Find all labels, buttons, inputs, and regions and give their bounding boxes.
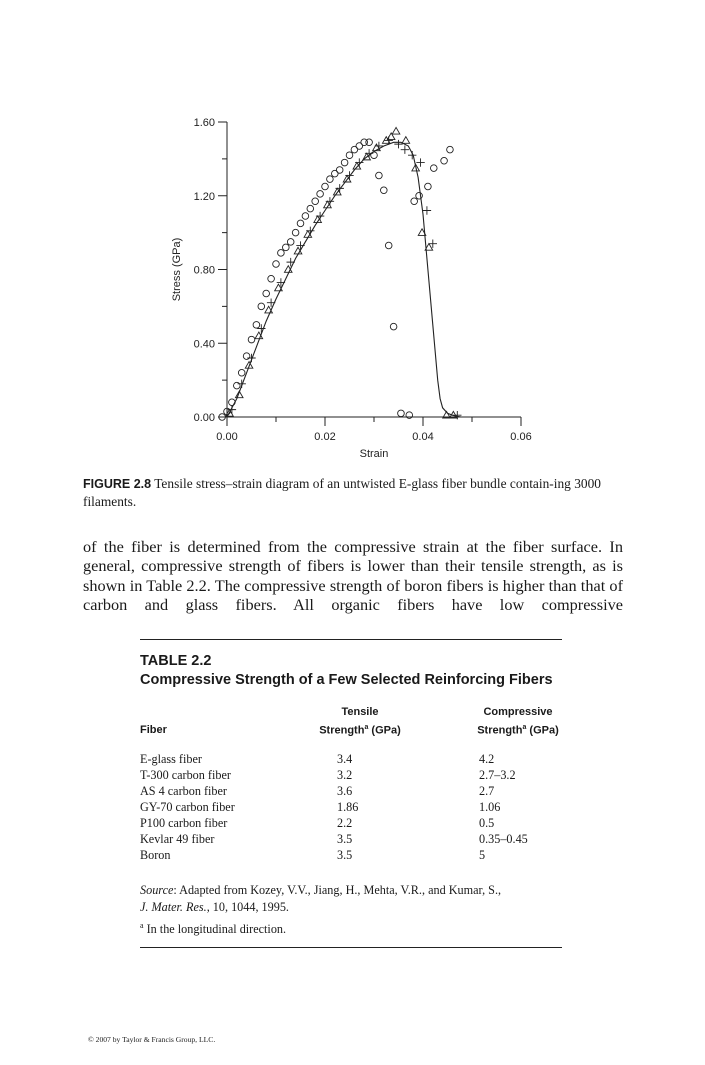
header-tensile-unit: (GPa): [368, 724, 401, 737]
table-body: [140, 751, 562, 863]
data-point-circle: [416, 192, 423, 199]
header-fiber: Fiber: [140, 724, 167, 736]
data-point-circle: [317, 191, 324, 198]
x-axis-label: Strain: [359, 448, 389, 460]
source-label: Source: [140, 883, 174, 897]
header-tensile-sup: a: [364, 724, 369, 731]
data-point-circle: [425, 183, 432, 190]
cell-tensile: 3.2: [337, 768, 353, 782]
data-point-circle: [238, 369, 245, 376]
figure-label: FIGURE 2.8: [83, 477, 152, 491]
header-tensile-strength: Strength: [319, 724, 365, 737]
cell-compressive: 5: [479, 848, 486, 862]
y-axis-label: Stress (GPa): [171, 237, 183, 302]
data-point-cross: [267, 298, 275, 306]
source-journal: J. Mater. Res.: [140, 900, 207, 914]
copyright-notice: © 2007 by Taylor & Francis Group, LLC.: [88, 1035, 216, 1044]
y-tick-label: 1.60: [193, 117, 215, 129]
footnote-text: In the longitudinal direction.: [143, 922, 287, 937]
data-point-circle: [248, 336, 255, 343]
table-footnote: [140, 921, 286, 937]
cell-tensile: 3.4: [337, 752, 353, 766]
table-source: [140, 882, 562, 916]
data-point-circle: [385, 242, 392, 249]
data-point-circle: [263, 290, 270, 297]
cell-compressive: 1.06: [479, 800, 501, 814]
cell-fiber: Kevlar 49 fiber: [140, 832, 215, 846]
cell-fiber: T-300 carbon fiber: [140, 768, 231, 782]
header-compressive: [473, 704, 563, 739]
cell-tensile: 3.5: [337, 832, 353, 846]
x-tick-label: 0.02: [314, 431, 336, 443]
data-point-circle: [234, 382, 241, 389]
cell-fiber: P100 carbon fiber: [140, 816, 228, 830]
data-point-cross: [416, 158, 424, 166]
stress-strain-chart: [0, 0, 705, 470]
figure-caption-text: Tensile stress–strain diagram of an untwisted E-glass fiber bundle contain-ing 3000 filaments.: [83, 476, 601, 509]
cell-compressive: 0.35–0.45: [479, 832, 528, 846]
data-point-circle: [268, 275, 275, 282]
data-point-circle: [258, 303, 265, 310]
header-compressive-line1: Compressive: [483, 706, 553, 718]
data-point-circle: [376, 172, 383, 179]
table-row: [140, 815, 562, 831]
data-point-triangle: [402, 137, 410, 144]
data-point-cross: [394, 140, 402, 148]
data-point-circle: [411, 198, 418, 205]
header-tensile-line2: [315, 720, 405, 739]
cell-fiber: AS 4 carbon fiber: [140, 784, 227, 798]
y-tick-label: 0.00: [193, 412, 215, 424]
data-point-circle: [346, 152, 353, 159]
cell-compressive: 2.7: [479, 784, 495, 798]
data-point-circle: [336, 167, 343, 174]
data-point-circle: [398, 410, 405, 417]
table-row: [140, 831, 562, 847]
data-point-circle: [341, 159, 348, 166]
table-title: Compressive Strength of a Few Selected Reinforcing Fibers: [140, 672, 553, 688]
cell-compressive: 4.2: [479, 752, 495, 766]
table-top-rule: [140, 639, 562, 640]
data-point-cross: [429, 239, 437, 247]
data-point-circle: [273, 261, 280, 268]
y-tick-label: 1.20: [193, 190, 215, 203]
data-point-circle: [307, 205, 314, 212]
data-point-circle: [312, 198, 319, 205]
cell-tensile: 1.86: [337, 800, 359, 814]
data-point-cross: [355, 158, 363, 166]
source-rest: , 10, 1044, 1995.: [206, 900, 289, 914]
y-tick-label: 0.80: [193, 264, 215, 277]
data-point-circle: [297, 220, 304, 227]
data-point-cross: [247, 354, 255, 362]
footnote-mark: a: [140, 921, 144, 930]
cell-tensile: 3.6: [337, 784, 353, 798]
data-point-circle: [441, 157, 448, 164]
cell-fiber: E-glass fiber: [140, 752, 202, 766]
data-point-circle: [283, 244, 290, 251]
table-row: [140, 799, 562, 815]
table-row: [140, 847, 562, 863]
x-tick-label: 0.06: [510, 431, 532, 443]
figure-caption: [83, 475, 623, 510]
data-point-circle: [371, 152, 378, 159]
data-point-cross: [408, 151, 416, 159]
cell-tensile: 2.2: [337, 816, 353, 830]
header-tensile: [315, 704, 405, 739]
cell-fiber: GY-70 carbon fiber: [140, 800, 235, 814]
x-tick-label: 0.04: [412, 431, 434, 443]
table-bottom-rule: [140, 947, 562, 948]
stress-strain-figure: [0, 0, 705, 470]
table-row: [140, 751, 562, 767]
data-point-circle: [390, 323, 397, 330]
data-point-circle: [447, 146, 454, 153]
table-label: TABLE 2.2: [140, 653, 212, 669]
data-point-circle: [229, 399, 236, 406]
table-row: [140, 767, 562, 783]
cell-fiber: Boron: [140, 848, 171, 862]
data-point-circle: [366, 139, 373, 146]
data-point-cross: [287, 258, 295, 266]
data-point-circle: [278, 250, 285, 257]
data-point-circle: [327, 176, 334, 183]
data-point-triangle: [392, 127, 400, 134]
data-point-circle: [302, 213, 309, 220]
data-point-circle: [381, 187, 388, 194]
header-compressive-line2: [473, 720, 563, 739]
data-point-circle: [243, 353, 250, 360]
header-compressive-strength: Strength: [477, 724, 523, 737]
cell-tensile: 3.5: [337, 848, 353, 862]
data-point-circle: [287, 239, 294, 246]
data-point-cross: [375, 142, 383, 150]
header-compressive-sup: a: [522, 724, 527, 731]
cell-compressive: 0.5: [479, 816, 495, 830]
data-point-circle: [292, 229, 299, 236]
header-tensile-line1: Tensile: [341, 706, 379, 718]
data-point-cross: [423, 206, 431, 214]
data-point-cross: [365, 149, 373, 157]
data-point-circle: [430, 165, 437, 172]
source-text: : Adapted from Kozey, V.V., Jiang, H., Mehta, V.R., and Kumar, S.,: [173, 883, 502, 897]
table-row: [140, 783, 562, 799]
header-compressive-unit: (GPa): [526, 724, 559, 737]
data-point-cross: [238, 380, 246, 388]
data-point-cross: [401, 145, 409, 153]
cell-compressive: 2.7–3.2: [479, 768, 516, 782]
body-paragraph: of the fiber is determined from the compressive strain at the fiber surface. In general, compressive strength of fibers is lower than their tensile strength, as is shown in Table 2.2. The compressive strength of boron fibers is higher than that of carbon and glass fibers. All organic fibers have low compressive: [83, 537, 623, 614]
data-point-circle: [322, 183, 329, 190]
y-tick-label: 0.40: [193, 338, 215, 351]
data-point-circle: [253, 322, 260, 329]
x-tick-label: 0.00: [216, 431, 238, 443]
